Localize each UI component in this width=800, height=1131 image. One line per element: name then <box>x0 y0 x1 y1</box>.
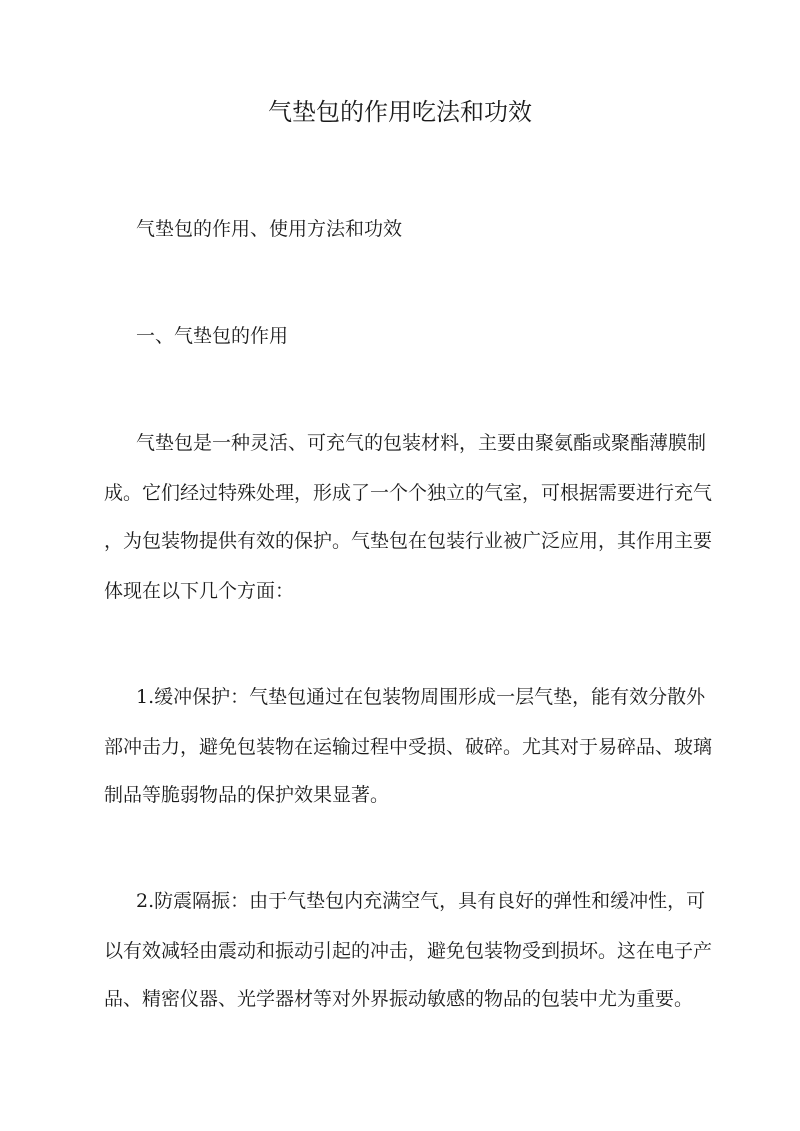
paragraph-line: ，为包装物提供有效的保护。气垫包在包装行业被广泛应用，其作用主要 <box>104 530 713 552</box>
paragraph-line: 部冲击力，避免包装物在运输过程中受损、破碎。尤其对于易碎品、玻璃 <box>104 736 713 758</box>
paragraph-line: 1.缓冲保护：气垫包通过在包装物周围形成一层气垫，能有效分散外 <box>136 686 706 708</box>
paragraph-line: 制品等脆弱物品的保护效果显著。 <box>104 784 390 806</box>
section-heading: 一、气垫包的作用 <box>136 325 289 347</box>
document-subtitle: 气垫包的作用、使用方法和功效 <box>136 218 403 240</box>
document-title: 气垫包的作用吃法和功效 <box>268 98 532 126</box>
paragraph-line: 成。它们经过特殊处理，形成了一个个独立的气室，可根据需要进行充气 <box>104 482 713 504</box>
paragraph-line: 气垫包是一种灵活、可充气的包装材料，主要由聚氨酯或聚酯薄膜制 <box>136 432 707 454</box>
paragraph-line: 以有效减轻由震动和振动引起的冲击，避免包装物受到损坏。这在电子产 <box>104 940 713 962</box>
paragraph-line: 2.防震隔振：由于气垫包内充满空气，具有良好的弹性和缓冲性，可 <box>136 890 706 912</box>
paragraph-line: 品、精密仪器、光学器材等对外界振动敏感的物品的包装中尤为重要。 <box>104 988 694 1010</box>
paragraph-line: 体现在以下几个方面： <box>104 580 295 602</box>
